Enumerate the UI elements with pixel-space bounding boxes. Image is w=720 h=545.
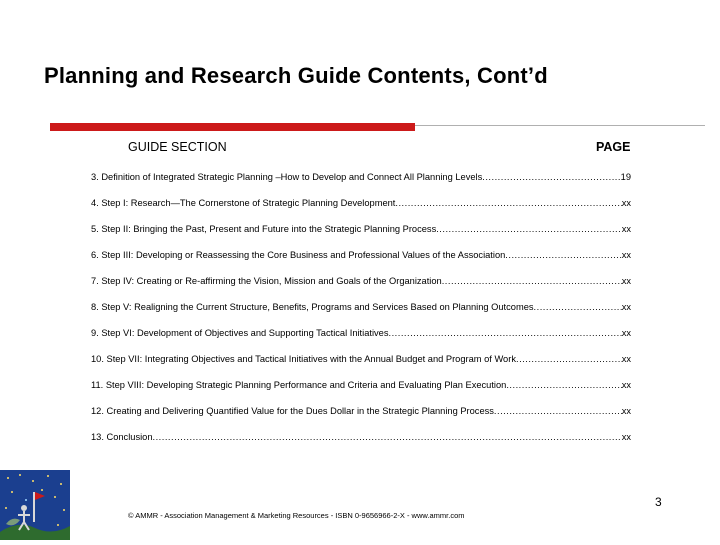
toc-entry-label: 12. Creating and Delivering Quantified Value for the Dues Dollar in the Strategic Planning Process bbox=[91, 406, 494, 416]
dot-leader bbox=[505, 250, 621, 260]
toc-entry bbox=[91, 276, 631, 302]
toc-entry bbox=[91, 250, 631, 276]
toc-entry-page: xx bbox=[621, 302, 631, 312]
toc-entry-label: 13. Conclusion bbox=[91, 432, 153, 442]
toc-entry-page: xx bbox=[621, 198, 631, 208]
toc-entry-label: 9. Step VI: Development of Objectives and Supporting Tactical Initiatives bbox=[91, 328, 389, 338]
dot-leader bbox=[395, 198, 621, 208]
toc-entry bbox=[91, 224, 631, 250]
guide-section-header: GUIDE SECTION bbox=[128, 140, 227, 154]
toc-entry bbox=[91, 406, 631, 432]
toc-entry bbox=[91, 354, 631, 380]
toc-entry bbox=[91, 172, 631, 198]
toc-entry bbox=[91, 380, 631, 406]
toc-entry-label: 11. Step VIII: Developing Strategic Planning Performance and Criteria and Evaluating Plan Execution bbox=[91, 380, 507, 390]
toc-entry bbox=[91, 432, 631, 458]
toc-entry-page: xx bbox=[621, 406, 631, 416]
toc-entry-page: xx bbox=[621, 328, 631, 338]
title-accent-bar bbox=[50, 123, 415, 131]
dot-leader bbox=[482, 172, 620, 182]
toc-entry-page: xx bbox=[621, 432, 631, 442]
toc-entry-label: 7. Step IV: Creating or Re-affirming the Vision, Mission and Goals of the Organization bbox=[91, 276, 442, 286]
page-header: PAGE bbox=[596, 140, 631, 154]
toc-entry-page: xx bbox=[621, 276, 631, 286]
toc-entry-page: xx bbox=[621, 250, 631, 260]
toc-entry-page: xx bbox=[621, 224, 631, 234]
dot-leader bbox=[389, 328, 622, 338]
toc-entry-label: 6. Step III: Developing or Reassessing the Core Business and Professional Values of the Association bbox=[91, 250, 506, 260]
toc-entry-label: 4. Step I: Research—The Cornerstone of Strategic Planning Development bbox=[91, 198, 396, 208]
toc-entry-label: 3. Definition of Integrated Strategic Planning –How to Develop and Connect All Planning Levels bbox=[91, 172, 483, 182]
toc-entry-label: 8. Step V: Realigning the Current Structure, Benefits, Programs and Services Based on Planning Outcomes bbox=[91, 302, 534, 312]
toc-entry-page: xx bbox=[621, 380, 631, 390]
dot-leader bbox=[516, 354, 622, 364]
dot-leader bbox=[442, 276, 622, 286]
night-sky-figure-logo-icon bbox=[0, 470, 70, 540]
dot-leader bbox=[534, 302, 622, 312]
toc-entry bbox=[91, 328, 631, 354]
toc-entry-label: 5. Step II: Bringing the Past, Present and Future into the Strategic Planning Process bbox=[91, 224, 437, 234]
toc-entry-page: 19 bbox=[620, 172, 631, 182]
dot-leader bbox=[153, 432, 622, 442]
contents-list bbox=[91, 172, 631, 458]
toc-entry bbox=[91, 302, 631, 328]
dot-leader bbox=[436, 224, 621, 234]
dot-leader bbox=[494, 406, 622, 416]
copyright-footer: © AMMR - Association Management & Marketing Resources - ISBN 0-9656966-2-X - www.ammr.com bbox=[128, 511, 465, 520]
toc-entry bbox=[91, 198, 631, 224]
toc-entry-label: 10. Step VII: Integrating Objectives and Tactical Initiatives with the Annual Budget and Program of Work bbox=[91, 354, 516, 364]
toc-entry-page: xx bbox=[621, 354, 631, 364]
slide-title: Planning and Research Guide Contents, Cont’d bbox=[44, 63, 548, 88]
slide-page-number: 3 bbox=[655, 495, 662, 509]
dot-leader bbox=[506, 380, 621, 390]
